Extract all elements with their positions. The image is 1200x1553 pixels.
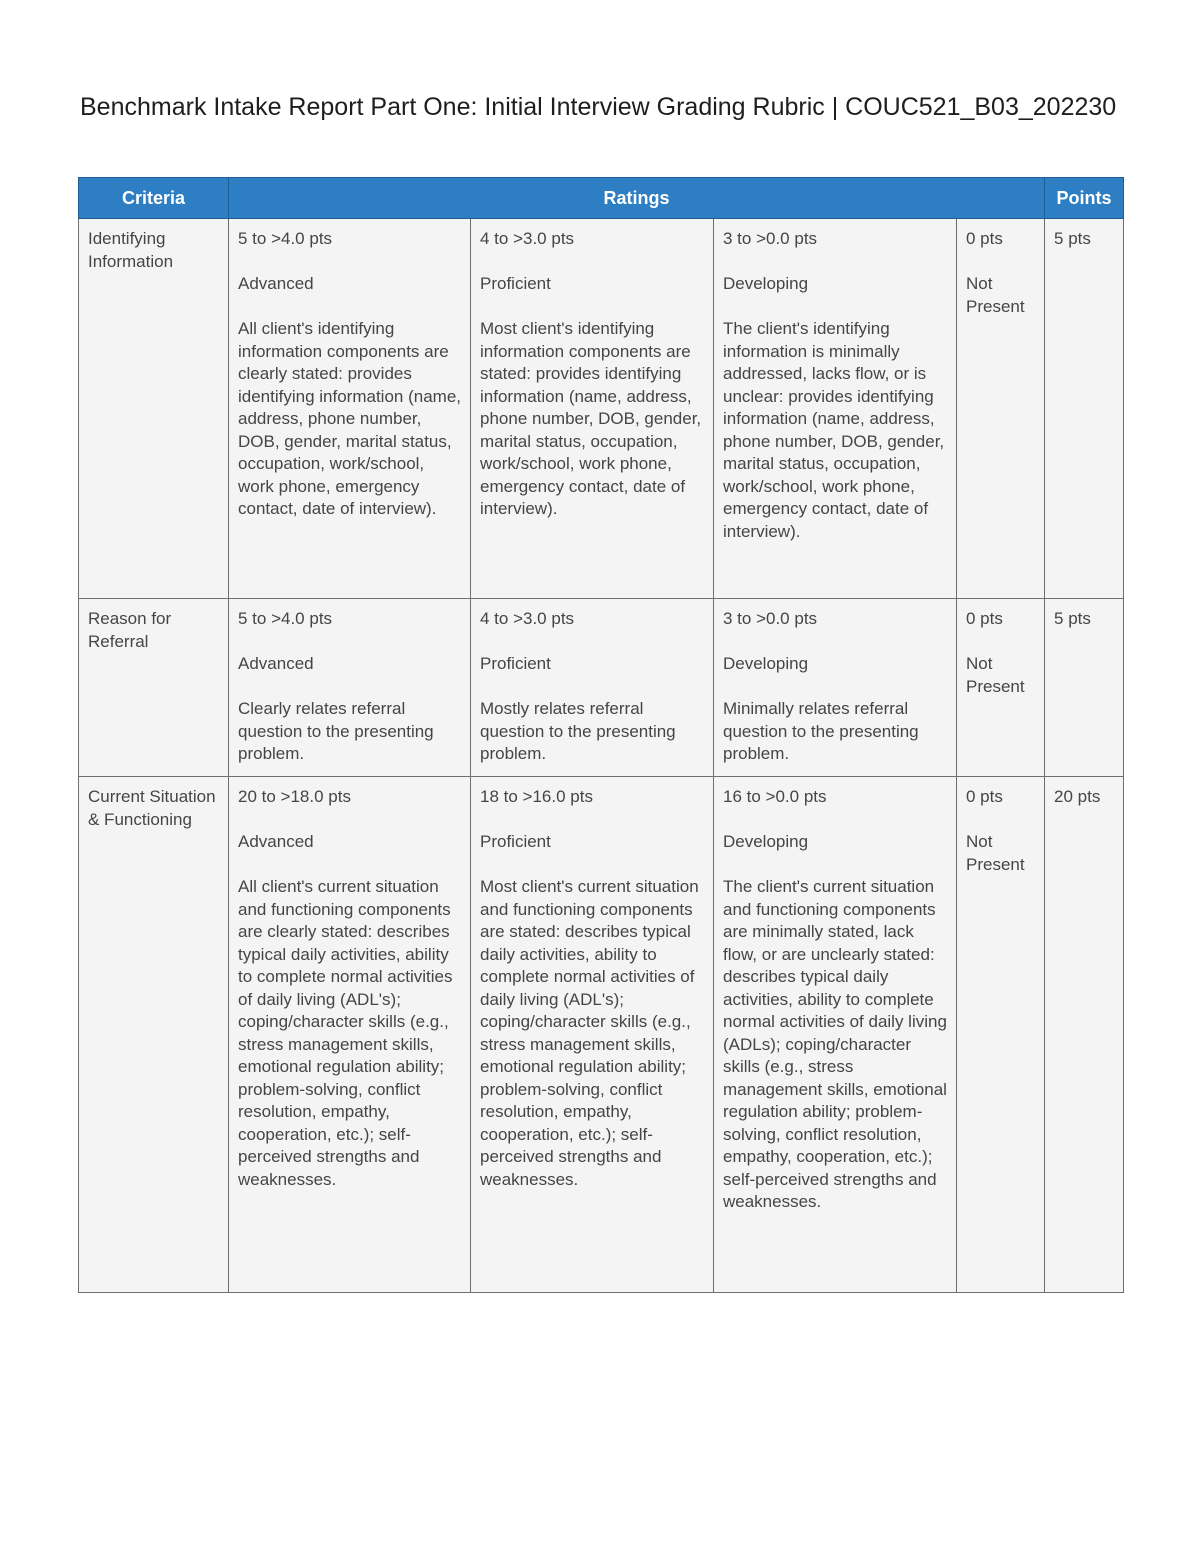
rating-cell: [471, 219, 714, 599]
rating-level: Proficient: [480, 832, 551, 851]
rating-points: 3 to >0.0 pts: [723, 609, 818, 628]
rating-cell: [714, 599, 957, 777]
rating-points: 4 to >3.0 pts: [480, 609, 575, 628]
table-row: [79, 777, 1124, 1293]
rating-description: Minimally relates referral question to the presenting problem.: [723, 699, 919, 763]
rating-level: Advanced: [238, 274, 314, 293]
rating-cell: [714, 777, 957, 1293]
rating-points: 0 pts: [966, 787, 1003, 806]
rating-cell: [957, 219, 1045, 599]
rating-cell: [471, 599, 714, 777]
criterion-cell: [79, 777, 229, 1293]
criterion-cell: [79, 599, 229, 777]
rating-cell: [229, 599, 471, 777]
header-criteria: Criteria: [79, 178, 229, 219]
rating-points: 5 to >4.0 pts: [238, 229, 333, 248]
rating-description: All client's current situation and functioning components are clearly stated: describes typical daily activities, ability to complete normal activities of daily living (ADL's); coping/character skills (e.g., stress management skills, emotional regulation ability; problem-solving, conflict resolution, empathy, cooperation, etc.); self-perceived strengths and weaknesses.: [238, 877, 453, 1189]
rating-description: Mostly relates referral question to the presenting problem.: [480, 699, 676, 763]
rating-level: Developing: [723, 832, 809, 851]
rating-level: Advanced: [238, 654, 314, 673]
criterion-cell: [79, 219, 229, 599]
rating-points: 0 pts: [966, 609, 1003, 628]
rating-level: Not Present: [966, 274, 1025, 316]
rating-cell: [714, 219, 957, 599]
criterion-label: Identifying Information: [88, 229, 174, 271]
rating-description: Clearly relates referral question to the presenting problem.: [238, 699, 434, 763]
rating-description: The client's identifying information is minimally addressed, lacks flow, or is unclear: provides identifying information (name, address, phone number, DOB, gender, marital status, occupation, work/school, work phone, emergency contact, date of interview).: [723, 319, 945, 541]
rating-cell: [229, 777, 471, 1293]
header-points: Points: [1045, 178, 1124, 219]
rating-description: Most client's identifying information components are stated: provides identifying information (name, address, phone number, DOB, gender, marital status, occupation, work/school, work phone, emergency contact, date of interview).: [480, 319, 702, 518]
points-cell: [1045, 777, 1124, 1293]
points-cell: [1045, 219, 1124, 599]
rating-cell: [957, 599, 1045, 777]
rating-description: All client's identifying information components are clearly stated: provides identifying information (name, address, phone number, DOB, gender, marital status, occupation, work/school, work phone, emergency contact, date of interview).: [238, 319, 462, 518]
rubric-table: [78, 177, 1124, 1293]
rating-description: The client's current situation and functioning components are minimally stated, lack flow, or are unclearly stated: describes typical daily activities, ability to complete normal activities of daily living (ADLs); coping/character skills (e.g., stress management skills, emotional regulation ability; problem-solving, conflict resolution, empathy, cooperation, etc.); self-perceived strengths and weaknesses.: [723, 877, 947, 1211]
rating-cell: [471, 777, 714, 1293]
rating-level: Advanced: [238, 832, 314, 851]
table-row: [79, 219, 1124, 599]
rating-level: Not Present: [966, 832, 1025, 874]
criterion-label: Reason for Referral: [88, 609, 172, 651]
rating-cell: [957, 777, 1045, 1293]
rating-level: Developing: [723, 654, 809, 673]
rating-points: 5 to >4.0 pts: [238, 609, 333, 628]
rating-level: Not Present: [966, 654, 1025, 696]
document-title: Benchmark Intake Report Part One: Initial Interview Grading Rubric | COUC521_B03_202230: [80, 93, 1117, 121]
rating-description: Most client's current situation and functioning components are stated: describes typical daily activities, ability to complete normal activities of daily living (ADL's); coping/character skills (e.g., stress management skills, emotional regulation ability; problem-solving, conflict resolution, empathy, cooperation, etc.); self-perceived strengths and weaknesses.: [480, 877, 699, 1189]
rating-level: Proficient: [480, 654, 551, 673]
header-ratings: Ratings: [229, 178, 1045, 219]
points-value: 5 pts: [1054, 229, 1091, 248]
header-row: [79, 178, 1124, 219]
table-row: [79, 599, 1124, 777]
points-value: 20 pts: [1054, 787, 1101, 806]
rating-points: 20 to >18.0 pts: [238, 787, 351, 806]
points-cell: [1045, 599, 1124, 777]
rating-cell: [229, 219, 471, 599]
rating-points: 3 to >0.0 pts: [723, 229, 818, 248]
rating-points: 0 pts: [966, 229, 1003, 248]
rating-level: Proficient: [480, 274, 551, 293]
rating-points: 4 to >3.0 pts: [480, 229, 575, 248]
criterion-label: Current Situation & Functioning: [88, 787, 216, 829]
rating-points: 16 to >0.0 pts: [723, 787, 827, 806]
points-value: 5 pts: [1054, 609, 1091, 628]
rating-level: Developing: [723, 274, 809, 293]
rating-points: 18 to >16.0 pts: [480, 787, 593, 806]
